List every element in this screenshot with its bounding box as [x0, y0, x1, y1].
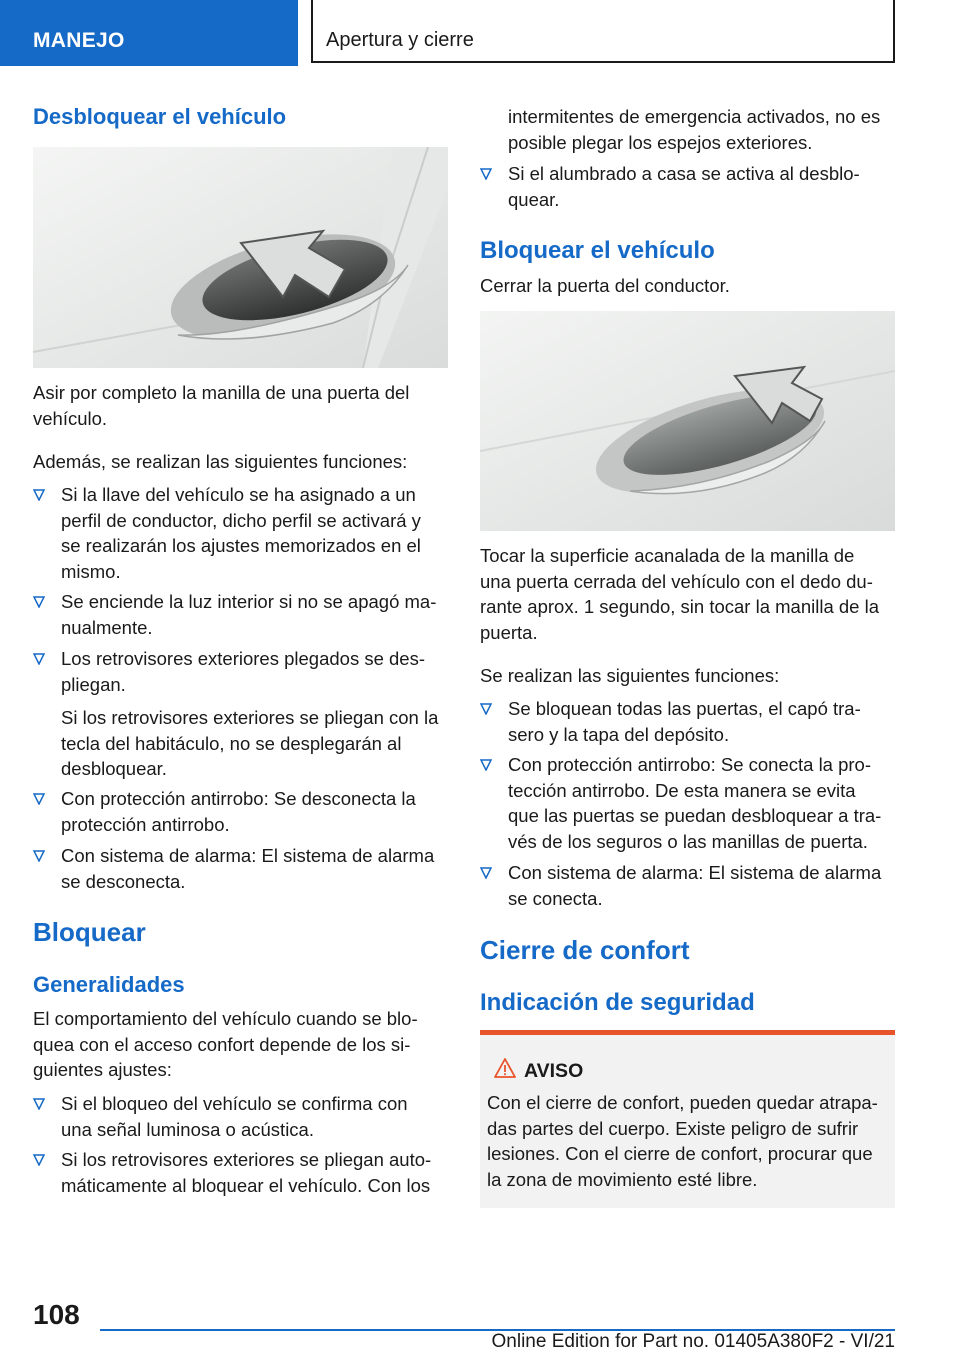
- section-tab: MANEJO: [0, 0, 298, 66]
- page-number: 108: [33, 1299, 80, 1330]
- door-handle-lock-image: [480, 311, 895, 531]
- continued-text: intermitentes de emergencia activados, no es posible plegar los espejos exteriores.: [508, 106, 881, 153]
- triangle-bullet-icon: [480, 703, 492, 715]
- triangle-bullet-icon: [480, 168, 492, 180]
- heading-lock-vehicle: Bloquear el vehículo: [480, 237, 715, 264]
- triangle-bullet-icon: [480, 759, 492, 771]
- triangle-bullet-icon: [33, 489, 45, 501]
- heading-comfort-closing: Cierre de confort: [480, 935, 690, 965]
- chapter-title: Apertura y cierre: [311, 0, 895, 63]
- paragraph-functions: Además, se realizan las siguientes funciones:: [33, 451, 408, 472]
- mirror-note: Si los retrovisores exteriores se pliegan con la tecla del habitáculo, no se desplegarán al desbloquear.: [61, 707, 439, 779]
- triangle-bullet-icon: [33, 850, 45, 862]
- paragraph-functions-lock: Se realizan las siguientes funciones:: [480, 665, 780, 686]
- heading-general: Generalidades: [33, 972, 185, 997]
- warning-triangle-icon: [494, 1057, 516, 1079]
- paragraph-general: El comportamiento del vehículo cuando se blo- quea con el acceso confort depende de los si- guientes ajustes:: [33, 1008, 418, 1080]
- triangle-bullet-icon: [33, 596, 45, 608]
- warning-box: [480, 1030, 895, 1208]
- heading-safety-note: Indicación de seguridad: [480, 989, 755, 1016]
- triangle-bullet-icon: [33, 653, 45, 665]
- heading-unlock-vehicle: Desbloquear el vehículo: [33, 104, 287, 129]
- warning-title: AVISO: [524, 1060, 584, 1082]
- triangle-bullet-icon: [33, 1154, 45, 1166]
- door-handle-unlock-image: [33, 147, 448, 368]
- heading-lock: Bloquear: [33, 917, 146, 947]
- warning-text: Con el cierre de confort, pueden quedar atrapa- das partes del cuerpo. Existe peligro de sufrir lesiones. Con el cierre de confort, procurar que la zona de movimiento esté libre.: [487, 1092, 878, 1190]
- paragraph-grip-handle: Asir por completo la manilla de una puerta del vehículo.: [33, 382, 410, 429]
- triangle-bullet-icon: [33, 793, 45, 805]
- paragraph-touch: Tocar la superficie acanalada de la manilla de una puerta cerrada del vehículo con el dedo du- rante aprox. 1 segundo, sin tocar la manilla de la puerta.: [480, 545, 880, 643]
- triangle-bullet-icon: [480, 867, 492, 879]
- footer-edition: Online Edition for Part no. 01405A380F2 - VI/21: [491, 1331, 895, 1352]
- paragraph-close-door: Cerrar la puerta del conductor.: [480, 275, 730, 296]
- triangle-bullet-icon: [33, 1098, 45, 1110]
